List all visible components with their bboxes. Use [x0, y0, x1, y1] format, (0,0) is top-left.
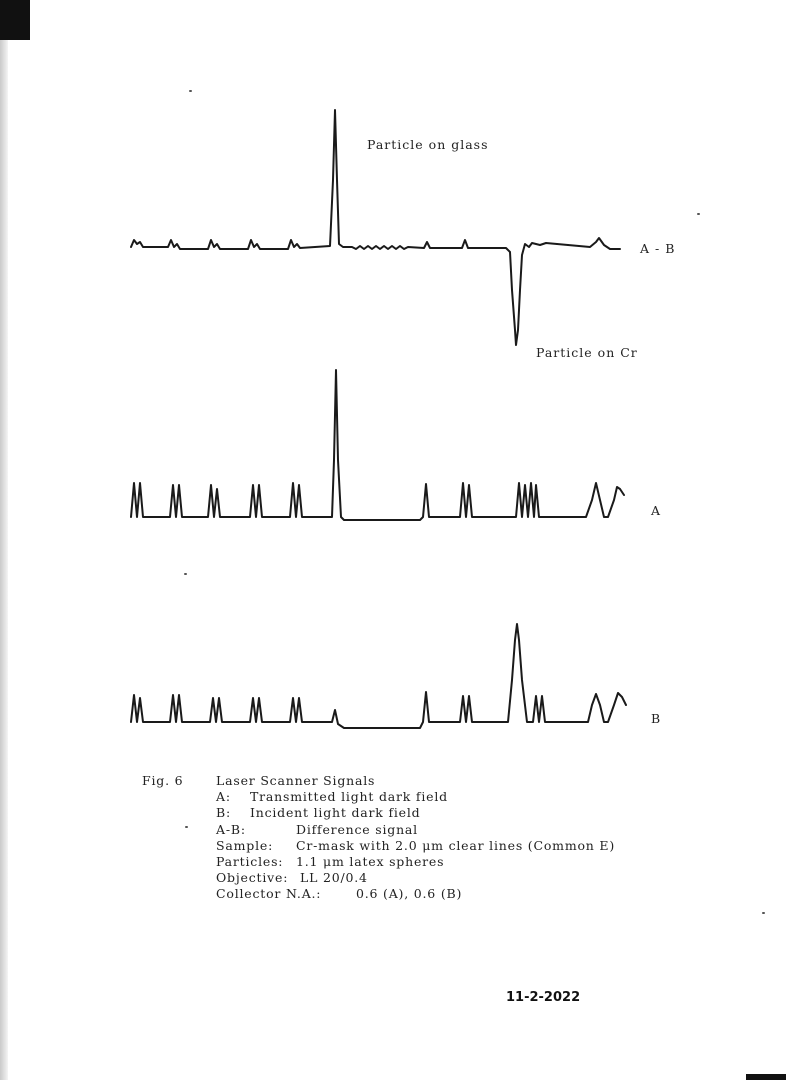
caption-line: [142, 822, 615, 838]
caption-fig-number: Fig. 6: [142, 773, 184, 788]
scan-speck: [184, 573, 187, 575]
annotation-particle-on-glass: Particle on glass: [367, 137, 489, 152]
caption-value: 1.1 μm latex spheres: [296, 854, 445, 870]
scan-speck: [697, 213, 700, 215]
figure-caption: [142, 773, 615, 903]
scan-speck: [189, 90, 192, 92]
caption-value: 0.6 (A), 0.6 (B): [356, 886, 463, 902]
trace-label-a: A: [651, 503, 662, 518]
caption-key: Particles:: [216, 854, 284, 870]
caption-line: [142, 789, 615, 805]
caption-key: B:: [216, 805, 231, 821]
trace-label-b: B: [651, 711, 662, 726]
caption-line: [142, 870, 615, 886]
scan-speck: [762, 912, 765, 914]
caption-value: Transmitted light dark field: [250, 789, 448, 805]
trace-a: [131, 370, 624, 520]
trace-label-a-minus-b: A - B: [640, 241, 676, 256]
trace-b: [131, 624, 626, 728]
caption-line: [142, 886, 615, 902]
date-stamp: 11-2-2022: [506, 990, 581, 1005]
caption-key: A:: [216, 789, 231, 805]
caption-key: Objective:: [216, 870, 289, 886]
caption-value: Difference signal: [296, 821, 418, 837]
caption-title-row: [142, 773, 615, 789]
annotation-particle-on-cr: Particle on Cr: [536, 345, 638, 360]
caption-value: Incident light dark field: [250, 805, 421, 821]
caption-line: [142, 838, 615, 854]
caption-key: Sample:: [216, 837, 274, 853]
caption-key: Collector N.A.:: [216, 886, 322, 902]
caption-value: Cr-mask with 2.0 μm clear lines (Common E): [296, 837, 616, 853]
caption-value: LL 20/0.4: [300, 870, 368, 886]
scan-speck: [185, 826, 188, 828]
caption-line: [142, 805, 615, 821]
caption-title: Laser Scanner Signals: [216, 773, 376, 788]
caption-key: A-B:: [216, 821, 246, 837]
caption-line: [142, 854, 615, 870]
